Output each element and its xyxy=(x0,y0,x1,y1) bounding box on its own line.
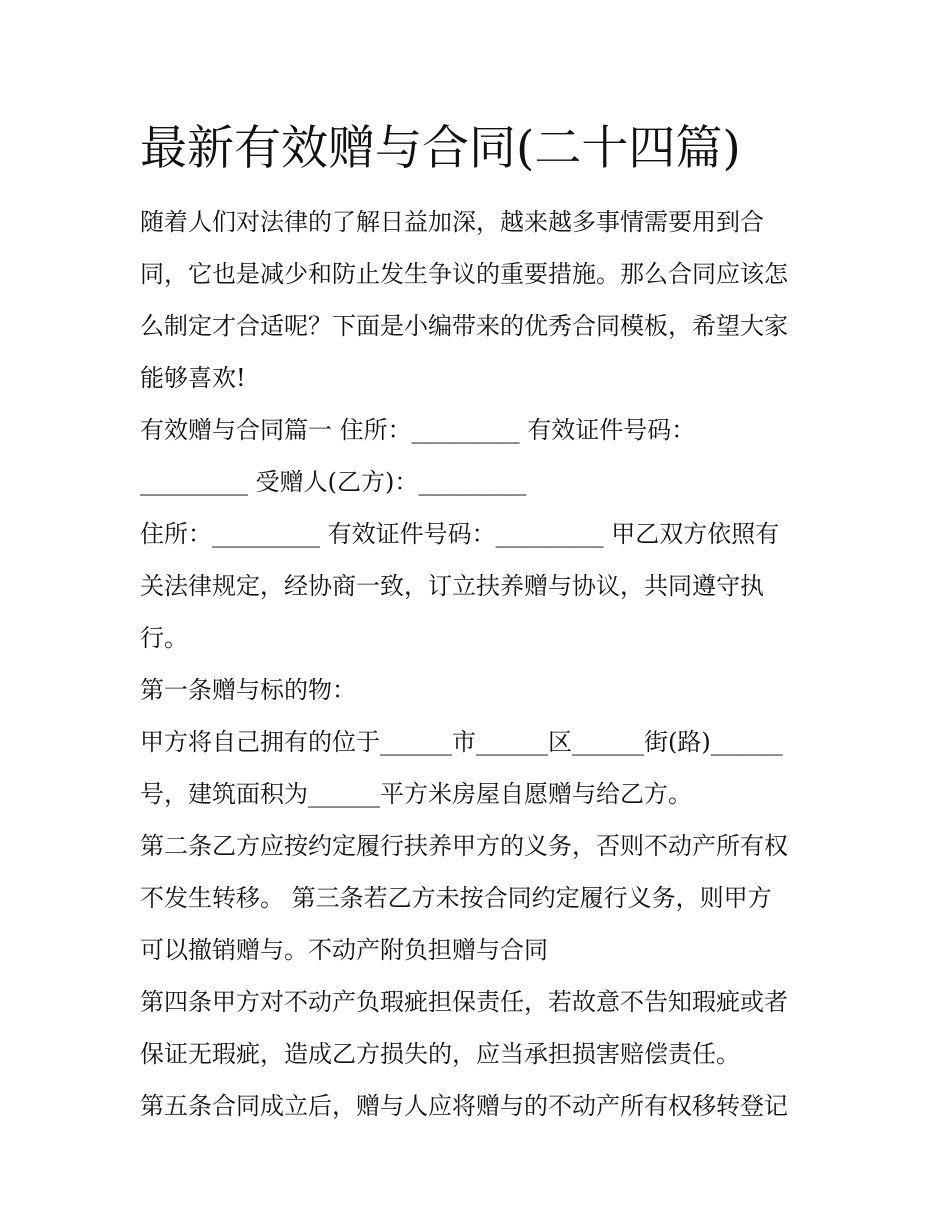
text-line: 同，它也是减少和防止发生争议的重要措施。那么合同应该怎 xyxy=(140,260,788,288)
text-line: 第一条赠与标的物： xyxy=(140,676,356,704)
text-line: 关法律规定，经协商一致，订立扶养赠与协议，共同遵守执 xyxy=(140,572,764,600)
document-page xyxy=(140,118,812,1132)
page-title: 最新有效赠与合同(二十四篇) xyxy=(140,121,741,176)
text-line: 么制定才合适呢？下面是小编带来的优秀合同模板，希望大家 xyxy=(140,312,788,340)
text-line: 甲方将自己拥有的位于______市______区______街(路)______ xyxy=(140,728,783,756)
text-line: 第五条合同成立后，赠与人应将赠与的不动产所有权移转登记 xyxy=(140,1092,788,1120)
text-line: 行。 xyxy=(140,624,188,652)
text-line: 保证无瑕疵，造成乙方损失的，应当承担损害赔偿责任。 xyxy=(140,1040,740,1068)
text-line: 随着人们对法律的了解日益加深，越来越多事情需要用到合 xyxy=(140,208,764,236)
text-line: 第二条乙方应按约定履行扶养甲方的义务，否则不动产所有权 xyxy=(140,832,788,860)
text-line: 能够喜欢! xyxy=(140,364,246,392)
text-line: 不发生转移。 第三条若乙方未按合同约定履行义务，则甲方 xyxy=(140,884,772,912)
text-line: 第四条甲方对不动产负瑕疵担保责任，若故意不告知瑕疵或者 xyxy=(140,988,788,1016)
text-line: 有效赠与合同篇一 住所：_________ 有效证件号码： xyxy=(140,416,696,444)
document-body xyxy=(140,196,812,1132)
text-line: _________ 受赠人(乙方)：_________ xyxy=(140,468,527,496)
text-line: 住所：_________ 有效证件号码：_________ 甲乙双方依照有 xyxy=(140,520,780,548)
text-line: 可以撤销赠与。不动产附负担赠与合同 xyxy=(140,936,548,964)
text-line: 号，建筑面积为______平方米房屋自愿赠与给乙方。 xyxy=(140,780,692,808)
